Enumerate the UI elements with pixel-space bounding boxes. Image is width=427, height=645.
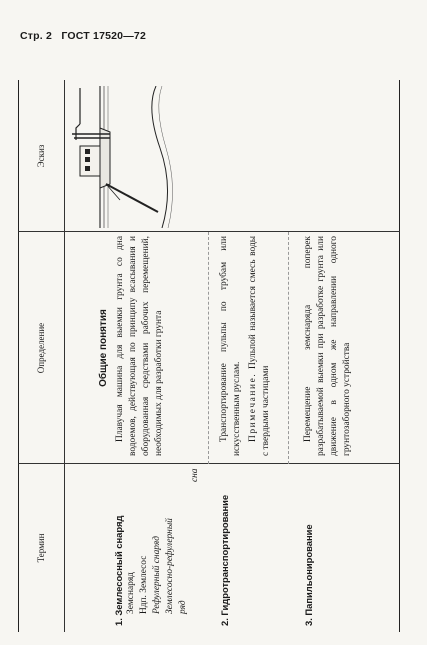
definition-text: Транспортирование пульпы по трубам или искусственным руслам. — [219, 236, 242, 456]
term-obsolete: ряд — [178, 600, 188, 614]
cabin-window — [85, 166, 90, 171]
column-header-sketch: Эскиз — [36, 144, 46, 168]
suction-ladder — [106, 184, 158, 212]
standard-number: ГОСТ 17520—72 — [61, 30, 147, 42]
note-label: Примечание. — [248, 372, 258, 442]
column-divider-1 — [18, 463, 400, 464]
term-not-allowed: Ндп. Землесос — [139, 555, 149, 614]
term-synonym: Земснаряд — [126, 572, 136, 614]
column-header-term: Термин — [36, 533, 46, 563]
definition-note — [247, 236, 273, 456]
bottom-line — [152, 86, 168, 228]
definition-text: Плавучая машина для выемки грунта со дна водоемов, действующая по принципу всасывания и оборудованная средствами рабочих перемещений, необходимых для разработки грунта — [115, 236, 164, 456]
definition-3 — [302, 236, 354, 456]
header-row-divider — [64, 80, 65, 632]
definition-2 — [218, 236, 273, 456]
column-header-definition: Определение — [36, 322, 46, 374]
dredger-sketch — [70, 86, 180, 228]
column-divider-2 — [18, 231, 400, 232]
terms-table-sheet — [18, 80, 400, 632]
cabin-window — [85, 157, 90, 162]
section-title: Общие понятия — [98, 309, 109, 387]
term-name: 2. Гидротранспортирование — [219, 494, 230, 626]
term-obsolete: Рефулерный снаряд — [152, 536, 162, 614]
term-entry-2 — [218, 466, 231, 626]
row-divider-1 — [208, 232, 209, 464]
cabin-window — [85, 149, 90, 154]
page-header — [20, 30, 146, 42]
term-entry-1 — [112, 466, 190, 626]
term-obsolete: Землесосно-рефулерный — [165, 518, 175, 614]
note-text: Пульпой называется смесь воды с твердыми частицами — [248, 235, 271, 456]
term-name: 1. Землесосный снаряд — [113, 515, 124, 626]
header-separator — [55, 30, 58, 42]
term-entry-3 — [302, 466, 315, 626]
definition-1 — [114, 236, 166, 456]
definition-text: Перемещение земснаряда поперек разрабатываемой выемки при разработке грунта или движение в одном же направлении одного грунтозаборного устройства — [303, 236, 352, 456]
dredger-hull — [100, 128, 110, 188]
soil-hatch — [159, 86, 173, 228]
page-number: Стр. 2 — [20, 30, 53, 42]
term-name: 3. Папильонирование — [303, 524, 314, 626]
term-side-word: сна — [190, 468, 200, 482]
row-divider-2 — [288, 232, 289, 464]
